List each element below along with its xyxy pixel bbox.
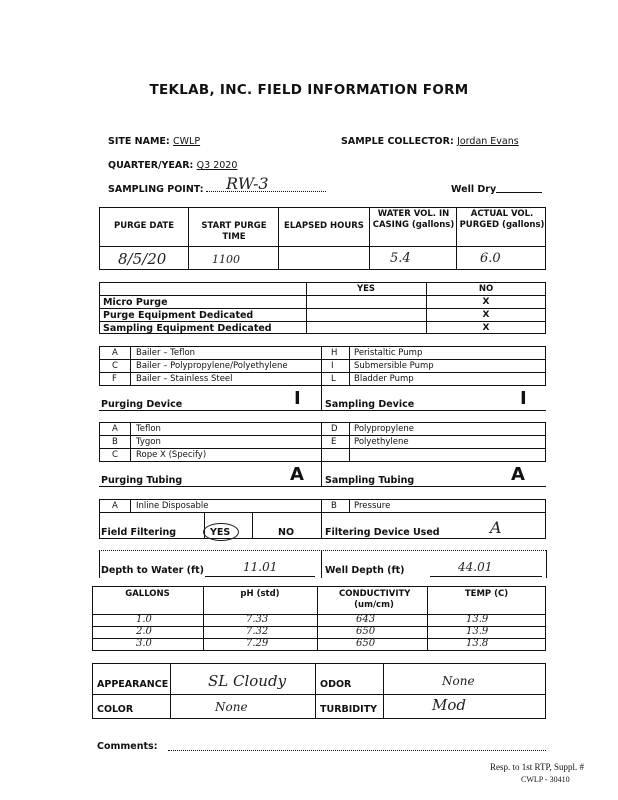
start-purge-time-value: 1100 xyxy=(212,253,240,266)
tubing-code: E xyxy=(331,437,337,447)
sample-collector-value: Jordan Evans xyxy=(457,136,519,147)
device-name: Bailer – Stainless Steel xyxy=(136,374,233,384)
filter-code: B xyxy=(331,501,337,511)
depth-to-water-value: 11.01 xyxy=(243,560,278,574)
micro-purge-label: Micro Purge xyxy=(103,297,168,308)
device-name: Bailer – Teflon xyxy=(136,348,196,358)
purging-tubing-value: A xyxy=(290,464,304,485)
site-name-value: CWLP xyxy=(173,136,201,147)
field-filtering-no: NO xyxy=(278,527,295,538)
tubing-name: Polypropylene xyxy=(354,424,414,434)
tubing-code: C xyxy=(112,450,118,460)
conductivity-cell: 650 xyxy=(356,638,376,649)
appearance-value: SL Cloudy xyxy=(208,672,287,690)
sample-collector-field xyxy=(341,136,519,147)
sampling-tubing-value: A xyxy=(511,464,525,485)
sample-collector-label: SAMPLE COLLECTOR: xyxy=(341,136,454,147)
gallons-header: GALLONS xyxy=(125,589,170,599)
filtering-device-value: A xyxy=(490,518,502,537)
tubing-code: D xyxy=(331,424,338,434)
footer-reference: Resp. to 1st RTP, Suppl. # xyxy=(490,762,584,772)
sampling-device-label: Sampling Device xyxy=(325,399,415,410)
footer-page-id: CWLP - 30410 xyxy=(521,775,570,784)
color-label: COLOR xyxy=(97,704,134,715)
gallons-cell: 3.0 xyxy=(136,638,152,649)
odor-value: None xyxy=(442,674,475,688)
device-name: Bailer – Polypropylene/Polyethylene xyxy=(136,361,288,371)
quarter-year-value: Q3 2020 xyxy=(196,160,238,171)
sampling-equipment-label: Sampling Equipment Dedicated xyxy=(103,323,272,334)
observation-table xyxy=(92,663,546,719)
turbidity-label: TURBIDITY xyxy=(320,704,378,715)
yes-circle-mark xyxy=(203,523,239,541)
purge-date-header: PURGE DATE xyxy=(114,221,174,231)
sampling-point-value: RW-3 xyxy=(226,174,269,193)
micro-purge-no-mark: X xyxy=(482,297,490,307)
sampling-device-value: I xyxy=(520,388,527,409)
purge-equipment-no-mark: X xyxy=(482,310,490,320)
well-depth-label: Well Depth (ft) xyxy=(325,565,405,576)
device-code: H xyxy=(331,348,338,358)
tubing-name: Polyethylene xyxy=(354,437,409,447)
device-code: C xyxy=(112,361,118,371)
turbidity-value: Mod xyxy=(432,696,466,714)
quarter-year-field xyxy=(108,160,237,171)
actual-vol-value: 6.0 xyxy=(480,251,501,266)
well-depth-value: 44.01 xyxy=(458,560,493,574)
temp-cell: 13.8 xyxy=(466,638,489,649)
purge-date-value: 8/5/20 xyxy=(118,250,167,268)
sampling-equipment-no-mark: X xyxy=(482,323,490,333)
tubing-code: B xyxy=(112,437,118,447)
tubing-code: A xyxy=(112,424,118,434)
sampling-point-label: SAMPLING POINT: xyxy=(108,184,204,195)
yes-header: YES xyxy=(356,284,376,294)
comments-line xyxy=(168,750,546,751)
quarter-year-label: QUARTER/YEAR: xyxy=(108,160,194,171)
device-code: A xyxy=(112,348,118,358)
filter-code: A xyxy=(112,501,118,511)
form-title: TEKLAB, INC. FIELD INFORMATION FORM xyxy=(149,82,469,98)
conductivity-header: CONDUCTIVITY (um/cm) xyxy=(339,589,411,610)
purging-tubing-label: Purging Tubing xyxy=(101,475,183,486)
device-name: Bladder Pump xyxy=(354,374,414,384)
odor-label: ODOR xyxy=(320,679,352,690)
purging-device-label: Purging Device xyxy=(101,399,183,410)
sampling-tubing-label: Sampling Tubing xyxy=(325,475,415,486)
filtering-device-label: Filtering Device Used xyxy=(325,527,440,538)
device-name: Peristaltic Pump xyxy=(354,348,423,358)
device-code: F xyxy=(112,374,117,384)
well-dry-line xyxy=(496,192,542,193)
temp-cell: 13.9 xyxy=(466,626,489,637)
appearance-label: APPEARANCE xyxy=(97,679,169,690)
purge-table-divider xyxy=(99,246,546,247)
actual-vol-header: ACTUAL VOL. PURGED (gallons) xyxy=(459,209,545,230)
temp-cell: 13.9 xyxy=(466,614,489,625)
device-code: L xyxy=(331,374,336,384)
ph-cell: 7.33 xyxy=(246,614,269,625)
well-dry-label: Well Dry xyxy=(451,184,497,195)
device-code: I xyxy=(331,361,334,371)
elapsed-hours-header: ELAPSED HOURS xyxy=(284,221,364,231)
tubing-name: Teflon xyxy=(136,424,161,434)
tubing-name: Tygon xyxy=(136,437,161,447)
ph-header: pH (std) xyxy=(240,589,280,599)
water-vol-header: WATER VOL. IN CASING (gallons) xyxy=(372,209,455,230)
purging-device-value: I xyxy=(294,388,301,409)
depth-to-water-label: Depth to Water (ft) xyxy=(101,565,205,576)
conductivity-cell: 650 xyxy=(356,626,376,637)
gallons-cell: 2.0 xyxy=(136,626,152,637)
site-name-label: SITE NAME: xyxy=(108,136,170,147)
ph-cell: 7.29 xyxy=(246,638,269,649)
purge-equipment-label: Purge Equipment Dedicated xyxy=(103,310,254,321)
site-name-field xyxy=(108,136,200,147)
conductivity-cell: 643 xyxy=(356,614,376,625)
ph-cell: 7.32 xyxy=(246,626,269,637)
device-name: Submersible Pump xyxy=(354,361,434,371)
filter-name: Inline Disposable xyxy=(136,501,209,511)
tubing-name: Rope X (Specify) xyxy=(136,450,207,460)
comments-label: Comments: xyxy=(97,741,158,752)
field-filtering-yes: YES xyxy=(210,527,231,538)
no-header: NO xyxy=(478,284,494,294)
field-filtering-label: Field Filtering xyxy=(101,527,177,538)
start-purge-time-header: START PURGE TIME xyxy=(201,221,267,242)
temp-header: TEMP (C) xyxy=(464,589,509,599)
color-value: None xyxy=(215,700,248,714)
water-vol-value: 5.4 xyxy=(390,251,411,266)
gallons-cell: 1.0 xyxy=(136,614,152,625)
filter-name: Pressure xyxy=(354,501,391,511)
